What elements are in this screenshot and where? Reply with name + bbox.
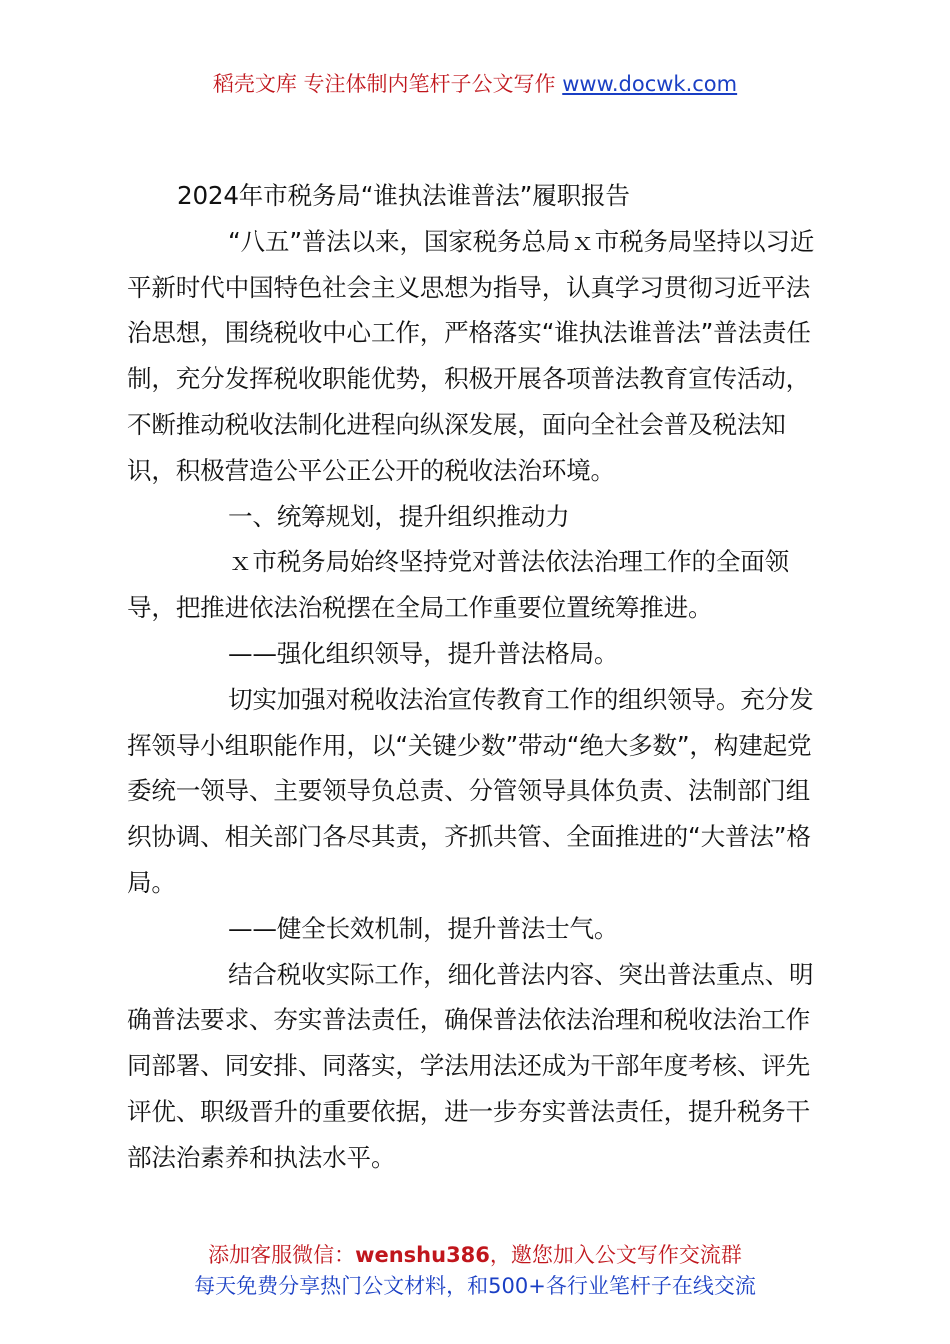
subheading-mechanism: ——健全长效机制，提升普法士气。 bbox=[228, 913, 619, 943]
footer-wechat-id: wenshu386 bbox=[355, 1243, 490, 1267]
footer-wechat-line bbox=[0, 1240, 950, 1271]
footer-share-line: 每天免费分享热门公文材料，和500+各行业笔杆子在线交流 bbox=[194, 1274, 756, 1298]
footer-wechat-prefix: 添加客服微信： bbox=[208, 1243, 356, 1267]
paragraph-mechanism: 结合税收实际工作，细化普法内容、突出普法重点、明确普法要求、夯实普法责任，确保普法依法治理和税收法治工作同部署、同安排、同落实，学法用法还成为干部年度考核、评先评优、职级晋升的重要依据，进一步夯实普法责任，提升税务干部法治素养和执法水平。 bbox=[127, 959, 814, 1172]
paragraph-intro: “八五”普法以来，国家税务总局ｘ市税务局坚持以习近平新时代中国特色社会主义思想为指导，认真学习贯彻习近平法治思想，围绕税收中心工作，严格落实“谁执法谁普法”普法责任制，充分发挥税收职能优势，积极开展各项普法教育宣传活动，不断推动税收法制化进程向纵深发展，面向全社会普及税法知识，积极营造公平公正公开的税收法治环境。 bbox=[127, 226, 815, 485]
section-heading-1: 一、统筹规划，提升组织推动力 bbox=[228, 501, 570, 531]
header-website-link[interactable]: www.docwk.com bbox=[562, 72, 738, 96]
document-body bbox=[127, 173, 829, 1181]
paragraph-section-1: ｘ市税务局始终坚持党对普法依法治理工作的全面领导，把推进依法治税摆在全局工作重要位置统筹推进。 bbox=[127, 547, 790, 623]
document-title: 2024年市税务局“谁执法谁普法”履职报告 bbox=[177, 181, 630, 210]
subheading-organization: ——强化组织领导，提升普法格局。 bbox=[228, 638, 619, 668]
page-footer bbox=[0, 1240, 950, 1302]
header-brand-text: 稻壳文库 专注体制内笔杆子公文写作 bbox=[212, 72, 556, 96]
footer-wechat-suffix: ，邀您加入公文写作交流群 bbox=[489, 1243, 742, 1267]
page-header bbox=[0, 68, 950, 98]
paragraph-organization: 切实加强对税收法治宣传教育工作的组织领导。充分发挥领导小组职能作用，以“关键少数”带动“绝大多数”，构建起党委统一领导、主要领导负总责、分管领导具体负责、法制部门组织协调、相关部门各尽其责，齐抓共管、全面推进的“大普法”格局。 bbox=[127, 684, 814, 897]
